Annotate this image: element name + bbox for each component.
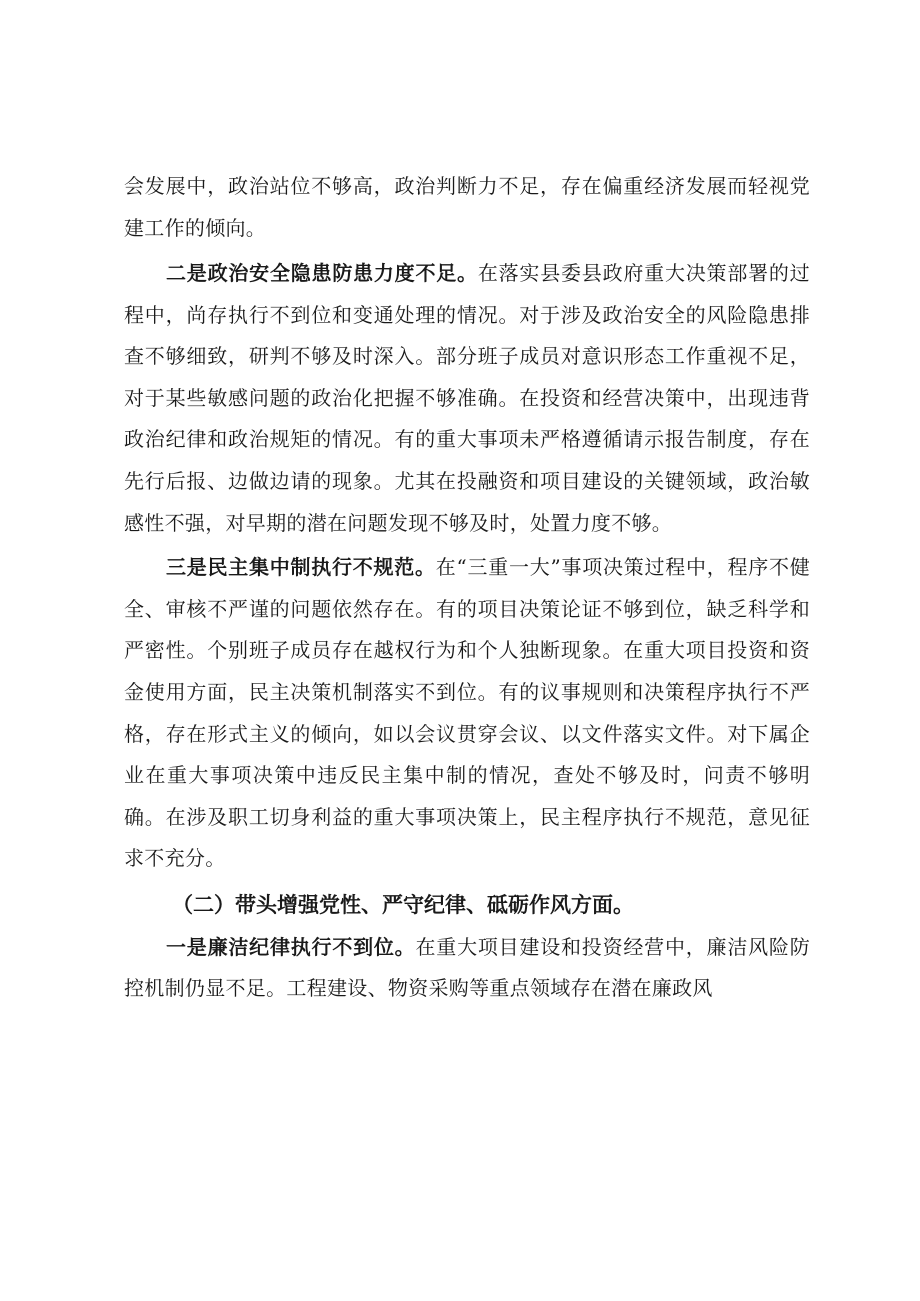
paragraph-democratic-centralism	[124, 547, 810, 880]
paragraph-lead-political-security: 二是政治安全隐患防患力度不足。	[166, 261, 478, 285]
paragraph-body-integrity-discipline: 在重大项目建设和投资经营中，廉洁风险防控机制仍显不足。工程建设、物资采购等重点领域存在潜在廉政风	[124, 934, 810, 1001]
document-page	[124, 166, 810, 1010]
paragraph-body-democratic-centralism: 在“三重一大”事项决策过程中，程序不健全、审核不严谨的问题依然存在。有的项目决策论证不够到位，缺乏科学和严密性。个别班子成员存在越权行为和个人独断现象。在重大项目投资和资金使用方面，民主决策机制落实不到位。有的议事规则和决策程序执行不严格，存在形式主义的倾向，如以会议贯穿会议、以文件落实文件。对下属企业在重大事项决策中违反民主集中制的情况，查处不够及时，问责不够明确。在涉及职工切身利益的重大事项决策上，民主程序执行不规范，意见征求不充分。	[124, 555, 810, 871]
paragraph-lead-democratic-centralism: 三是民主集中制执行不规范。	[166, 555, 436, 580]
paragraph-integrity-discipline	[124, 927, 810, 1010]
paragraph-lead-integrity-discipline: 一是廉洁纪律执行不到位。	[166, 934, 416, 959]
paragraph-political-security	[124, 253, 810, 544]
section-heading: （二）带头增强党性、严守纪律、砥砺作风方面。	[172, 891, 634, 917]
paragraph-body-political-security: 在落实县委县政府重大决策部署的过程中，尚存执行不到位和变通处理的情况。对于涉及政治安全的风险隐患排查不够细致，研判不够及时深入。部分班子成员对意识形态工作重视不足，对于某些敏感问题的政治化把握不够准确。在投资和经营决策中，出现违背政治纪律和政治规矩的情况。有的重大事项未严格遵循请示报告制度，存在先行后报、边做边请的现象。尤其在投融资和项目建设的关键领域，政治敏感性不强，对早期的潜在问题发现不够及时，处置力度不够。	[124, 261, 810, 535]
paragraph-continuation: 会发展中，政治站位不够高，政治判断力不足，存在偏重经济发展而轻视党建工作的倾向。	[124, 174, 810, 240]
